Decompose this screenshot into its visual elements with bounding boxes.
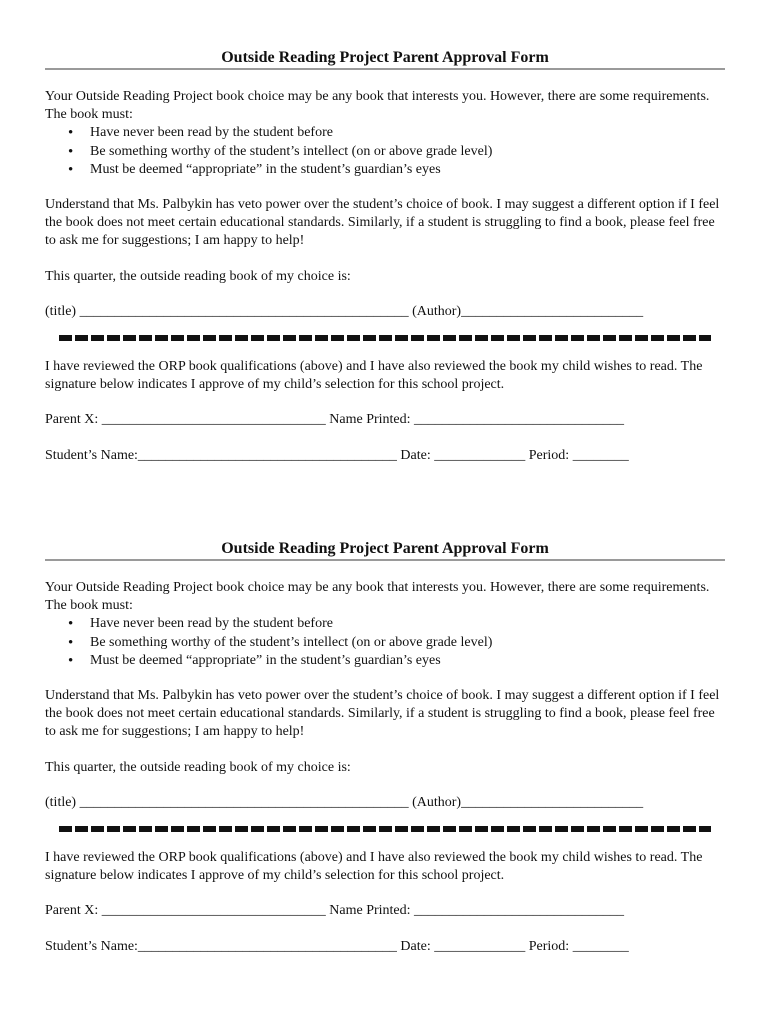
title-underline [45,68,725,70]
intro-paragraph: Your Outside Reading Project book choice may be any book that interests you. However, there are some requirements. The book must: [45,580,710,614]
cut-line-divider [59,826,711,832]
requirement-item: • Must be deemed “appropriate” in the student’s guardian’s eyes [68,652,725,670]
form-title: Outside Reading Project Parent Approval Form [221,540,549,557]
requirement-item: • Be something worthy of the student’s intellect (on or above grade level) [68,634,725,652]
requirements-list [45,615,725,670]
quarter-statement: This quarter, the outside reading book of my choice is: [45,268,351,284]
parent-signature-field[interactable]: Parent X: ________________________________ Name Printed: ______________________________ [45,412,625,428]
approval-form-2 [45,539,725,956]
requirement-item: • Have never been read by the student before [68,615,725,633]
title-author-field[interactable]: (title) _______________________________________________ (Author)__________________________ [45,794,644,810]
parent-signature-field[interactable]: Parent X: ________________________________ Name Printed: ______________________________ [45,903,625,919]
veto-paragraph: Understand that Ms. Palbykin has veto power over the student’s choice of book. I may suggest a different option if I feel the book does not meet certain educational standards. Similarly, if a student is struggling to find a book, please feel free to ask me for suggestions; I am happy to help! [45,688,720,740]
review-paragraph: I have reviewed the ORP book qualifications (above) and I have also reviewed the book my child wishes to read. The signature below indicates I approve of my child’s selection for this school project. [45,358,703,393]
requirement-item: • Be something worthy of the student’s intellect (on or above grade level) [68,143,725,161]
form-title: Outside Reading Project Parent Approval Form [221,49,549,66]
quarter-statement: This quarter, the outside reading book of my choice is: [45,759,351,775]
intro-paragraph: Your Outside Reading Project book choice may be any book that interests you. However, there are some requirements. The book must: [45,89,710,123]
approval-form-1 [45,48,725,465]
veto-paragraph: Understand that Ms. Palbykin has veto power over the student’s choice of book. I may suggest a different option if I feel the book does not meet certain educational standards. Similarly, if a student is struggling to find a book, please feel free to ask me for suggestions; I am happy to help! [45,197,720,249]
requirement-item: • Must be deemed “appropriate” in the student’s guardian’s eyes [68,161,725,179]
student-info-field[interactable]: Student’s Name:_____________________________________ Date: _____________ Period: ________ [45,448,629,464]
requirement-item: • Have never been read by the student before [68,124,725,142]
requirements-list [45,124,725,179]
cut-line-divider [59,335,711,341]
title-underline [45,559,725,561]
title-author-field[interactable]: (title) _______________________________________________ (Author)__________________________ [45,303,644,319]
student-info-field[interactable]: Student’s Name:_____________________________________ Date: _____________ Period: ________ [45,939,629,955]
review-paragraph: I have reviewed the ORP book qualifications (above) and I have also reviewed the book my child wishes to read. The signature below indicates I approve of my child’s selection for this school project. [45,849,703,884]
